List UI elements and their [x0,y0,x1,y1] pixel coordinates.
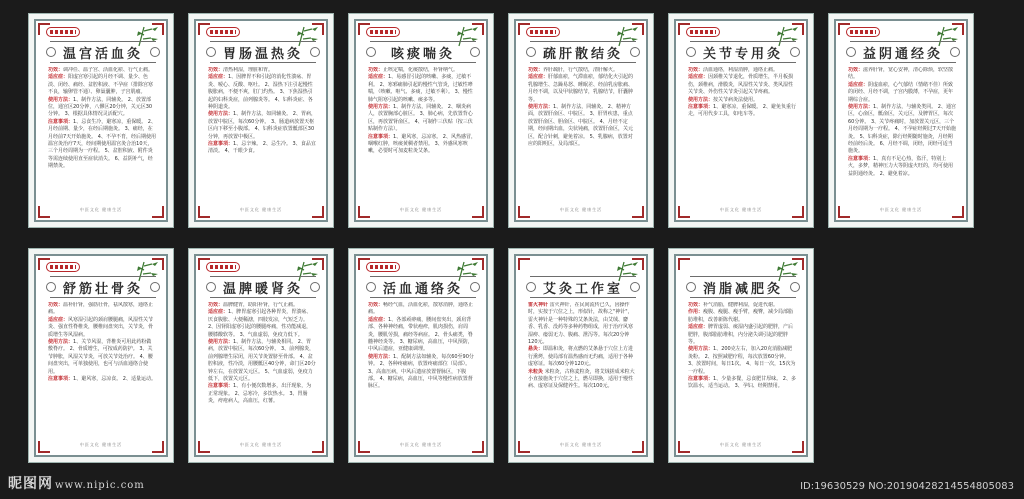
section-heading: 适应症： [48,74,69,81]
section-heading: 使用方法： [368,104,394,111]
poster-content [688,302,796,435]
poster-footer: 中医文化 健康生活 [79,207,123,212]
section-text: 阳虚宫寒引起的月经不调、量少、色淡、闭经、痛经、盆腔积液、不孕症（排除宫寒不良，输卵管不通）、卵巢囊肿，子宫肌瘤。 [48,74,154,96]
seal-logo-icon [206,262,240,272]
seal-logo-icon [206,27,240,37]
poster-content [688,67,796,200]
poster-board [668,248,814,463]
section-text: 按关节病灸法使用。 [713,96,759,103]
section-text: 1、制作方法，同辅灸。 2、咽炎病人，放置胸部心脏区。 3、肺心病，先放置背心区，再放置肾俞区。 4、可制作三伏贴（按三伏贴制作方法）。 [368,104,473,133]
poster-frame [354,254,488,457]
section-heading: 适应症： [848,81,869,88]
poster-title: 益阴通经灸 [862,46,943,62]
poster-board [188,13,334,228]
section-text: 阴虚血瘀，心气郁结（情绪不佳）所致的闭经、月经不调，子宫内膜薄，不孕症，更年期综合症。 [848,81,954,103]
section-text: 1、脾胃虚寒引起各种胃炎，胃溃疡、厌食腹胀、大便稀溏，四肢发凉，气短乏力。 2、因肾阳虚寒引起的腰腿疼痛，性功能减退，腰膝酸软等。 3、气血虚弱，免疫力低下。 [208,309,312,338]
poster-content [528,67,636,200]
section-heading: 适应症： [368,74,389,81]
seal-logo-icon [46,27,80,37]
poster-content [368,302,476,435]
section-heading: 适应症： [368,316,389,323]
section-heading: 功效： [48,302,64,308]
title-band [50,41,156,63]
poster-frame [514,254,648,457]
section-heading: 功效： [208,302,224,308]
poster-title: 活血通络灸 [382,281,463,297]
poster-title: 消脂减肥灸 [702,281,783,297]
section-heading: 功效： [688,67,704,73]
section-text: 1、制作方法，同辅灸。 2、放置部位，通宫区20分钟，八髎区20分钟，关元区30分钟。 3、根据具体情况灵活配穴。 [48,96,153,118]
section-heading: 注意事项： [48,118,74,125]
title-band [690,41,796,63]
poster-footer: 中医文化 健康生活 [399,207,443,212]
poster-title: 艾灸工作室 [542,281,623,297]
section-heading: 功效： [688,302,704,308]
section-text: 1、制作方法，如同辅灸。 2、胃病，放置中脘区，每次60分钟。 3、肠道病放置天枢区向下移至小腹部。 4、妇科炎症放置骶部区30分钟，再放置中极区。 [208,111,316,140]
section-text: 温补肝肾，强筋壮骨，祛风散寒，通络止痛。 [48,302,154,316]
section-text: 1、因脾胃不和引起的消化性溃疡、胃炎、嗳心、反酸、呕吐。 2、湿热下注引起慢性腹胀病，不便不爽，肛门灼热。 3、下焦湿热引起的妇科炎症，前列腺炎等。 4、妇科炎症、各种阴道炎。 [208,74,313,111]
section-text: 活血通络，利湿消肿，通络止痛。 [703,67,779,73]
section-heading: 适应症： [688,74,709,81]
section-heading: 注意事项： [688,104,714,111]
section-heading: 功效： [48,67,64,73]
poster-content [528,302,636,435]
poster-board [188,248,334,463]
section-text: 1、各部顽痹痛，腰间盘突出，颈肩背部、各种神经痛，带状疱疹，肌肉损伤，肩周炎，腰肌劳损，痛经等病症。 2、骨头痛类，脊髓神经炎等。 3、糖尿病，高血压，中风预防，中风后遗症，亚健康调理。 [368,316,473,353]
section-heading: 作用： [688,309,704,316]
section-text: 因颈椎关节退化，骨质增生，半月板损伤，颈椎病，滑膜炎，风湿性关节炎、类风湿性关节炎、外伤性关节炎引起关节疼痛。 [688,74,794,96]
section-text: 1、有小便次数增多，出汗现象，为正常现象。 2、忌寒冷，多饮热水。 3、胃肠炎，痔疮病人，高血压，红薯。 [208,383,312,405]
poster-content [208,67,316,200]
poster-footer: 中医文化 健康生活 [879,207,923,212]
section-heading: 适应症： [528,74,549,81]
section-heading: 使用方法： [48,339,74,346]
seal-logo-icon [526,27,560,37]
section-heading: 注意事项： [368,133,394,140]
section-heading: 注意事项： [208,141,234,148]
section-heading: 悬灸： [528,346,544,353]
section-text: 1、关节风湿，背椎炎可用此药粉做敷脊疗。 2、骨质增生，可按成药防护。 3、关节肿胀，风湿关节炎，可放关节处治疗。 4、腰间盘突出，可单独使用，也可与活血通络合使用。 [48,339,153,375]
section-text: 温脾健胃，助阳补肾，行气止痛。 [223,302,299,308]
poster-frame [354,19,488,222]
poster-title: 咳痰喘灸 [390,46,455,62]
title-band [850,41,956,63]
section-heading: 使用方法： [848,104,874,111]
poster-content [848,67,956,200]
poster-content [48,302,156,435]
section-heading: 注意事项： [48,376,74,383]
seal-logo-icon [686,27,720,37]
poster-frame [674,19,808,222]
poster-board [28,248,174,463]
section-text: 1、少量多餐，忌食肥甘厚味。 2、多饮温水，适当运动。 3、孕妇、经期禁用。 [688,376,796,390]
section-heading: 注意事项： [208,383,234,390]
section-text: 清热利湿，理脏和胃。 [223,67,274,73]
title-band [50,276,156,298]
section-text: 瘦腹、瘦腿、瘦手臂，瘦臀，减少局部脂肪堆积，改善新陈代谢。 [688,309,794,323]
poster-frame [674,254,808,457]
section-text: 1、忌辛辣。 2、忌生冷。 3、食品宜清淡。 4、干眼少食。 [208,141,316,155]
poster-frame [194,254,328,457]
poster-footer: 中医文化 健康生活 [559,207,603,212]
poster-board [668,13,814,228]
poster-board [508,13,654,228]
section-text: 1、避寒凉，重保暖。 2、避免负重行走，可用代步工具，如电车等。 [688,104,796,118]
watermark-logo [8,473,145,493]
title-band [210,276,316,298]
poster-frame [834,19,968,222]
section-text: 米粒灸，古称麦粒灸，将艾绒搓成米粒大小直接施灸于穴位之上，燃尽即换，适用于慢性病、虚寒证及保健养生。每次100元。 [528,368,635,390]
section-text: 肝郁血瘀，气滞血瘀，郁结化火引起的乳腺增生、急躁易怒、睡眠差、经前乳房胀痛、月经不调，以及甲状腺结节，乳腺结节，肝囊肿等。 [528,74,634,103]
poster-board [28,13,174,228]
section-heading: 功效： [368,67,384,73]
poster-board [508,248,654,463]
poster-board [828,13,974,228]
poster-title: 疏肝散结灸 [542,46,623,62]
section-text: 脾胃虚弱、痰湿内盛引起的肥胖，产后肥胖，腹部脂肪堆积，内分泌失调引起的肥胖等。 [688,324,794,346]
title-band [370,276,476,298]
section-heading: 注意事项： [688,376,714,383]
poster-board [348,13,494,228]
section-heading: 米粒灸 [528,368,544,375]
section-text: 1、制作方法，与辅灸相同。 2、胃病，放置中脘区，每次60分钟。 3、前列腺炎，前列腺增生尿闭，用关节灸置脐至骨部。 4、盆腔积液，性冷淡，用腰骶区40分钟，命门区20分钟左右，在放置关元区。 5、气血虚弱，免疫力低下，放置关元区。 [208,339,316,383]
poster-footer: 中医文化 健康生活 [559,442,603,447]
section-text: 调冲任、温子宫、活血化瘀、行气止痛。 [63,67,154,73]
section-heading: 使用方法： [688,346,714,353]
poster-board [348,248,494,463]
section-text: 1、避风寒，忌凉寒。 2、风热感冒，咽喉红肿，咳痰黄稠者禁用。 3、外感风寒咳嗽，必要时可加麦粒灸艾条。 [368,133,476,155]
section-text: 风寒湿引起的颈肩腰腿痛，风湿性关节炎、强直性脊椎炎，腰椎间盘突出，关节炎，骨质增生等风湿病。 [48,316,154,338]
poster-frame [514,19,648,222]
poster-title: 舒筋壮骨灸 [62,281,143,297]
title-band [530,276,636,298]
poster-content [368,67,476,200]
watermark-url: www.nipic.com [55,480,145,491]
section-text: 1、避风寒，忌凉食。 2、适量运动。 [73,376,156,383]
section-heading: 使用方法： [208,111,234,118]
poster-title: 温脾暖肾灸 [222,281,303,297]
seal-logo-icon [46,262,80,272]
poster-content [208,302,316,435]
poster-footer: 中医文化 健康生活 [399,442,443,447]
section-text: 1、200克左右，加入20克消脂减肥灸粉。 2、按照减肥疗程，每次放置60分钟。 3、放置时间，每日1次。 4、每日一次，15次为一疗程。 [688,346,796,375]
section-heading: 注意事项： [848,155,874,162]
poster-footer: 中医文化 健康生活 [79,442,123,447]
section-heading: 适应症： [48,316,69,323]
section-text: 雷火神针，在民间流传已久，因操作时，实按于穴位之上，形似针，故称之"神针"，雷火神针是一种特殊的艾条灸法，由艾绒、麝香、乳香、没药等多种药物组成，用于治疗风寒湿痹、痿弱无力、腹痛、泄泻等。每次20分钟120元。 [528,302,634,346]
section-heading: 使用方法： [368,353,394,360]
section-text: 1、制作方法，与辅灸类同。 2、通宫区，心俞区，骶俞区，关元区，及脾胃区，每次60分钟。 3、关节疼痛时，加放置关元区，三个月经周期为一疗程。 4、不孕症经期过7天开始施灸。 5、妇科炎症，除行经期随时施灸，月经期经前经后灸。 6、月经不调，闭经，闭经可适当施灸。 [848,104,956,155]
section-heading: 使用方法： [208,339,234,346]
corner-ornament [518,258,530,270]
poster-footer: 中医文化 健康生活 [719,207,763,212]
section-text: 1、配制方法如辅灸，每次60至90分钟。 2、各种疼痛病，放置疼痛部位（局部）。 3、高血压病，中风后遗症放置督脉区，下腹部。 4、糖尿病，高血压，中风等慢性病放置督脉区。 [368,353,474,390]
seal-logo-icon [366,27,400,37]
poster-content [48,67,156,200]
seal-logo-icon [366,262,400,272]
corner-ornament [678,258,690,270]
poster-title: 胃肠温热灸 [222,46,303,62]
section-text: 滋养肝肾，宽心安神，清心除烦，软坚散结。 [848,67,954,81]
poster-footer: 中医文化 健康生活 [239,207,283,212]
section-heading: 适应症： [688,324,709,331]
poster-frame [34,19,168,222]
section-text: 1、易感冒引起的咳嗽、多痰，过敏不利。 2、寒邪痛肺引起的慢性气管炎，过敏性哮喘，（咳嗽、呕气、多痰，过敏不利）。 3、慢性肺气阻寒引起的咳嗽、痰多等。 [368,74,473,103]
poster-footer: 中医文化 健康生活 [239,442,283,447]
section-text: 畅经气血，活血化瘀，散寒消肿，通络止痛。 [368,302,474,316]
section-text: 1、忌食生冷，避寒凉，重保暖。 2、月经前期、量少，在经后期施灸。 3、痛经，在月经前7天开始施灸。 4、不孕不育，经后期使用温宫灸治疗7天，经间期使用温宫灸合治10天，三个月经周期为一疗程。 5、盆腔积液、附件炎等需连续使用直至症状消失。 6、益阴补气，经期禁灸。 [48,118,156,170]
title-band [370,41,476,63]
section-text: 养肝疏肝，行气散结，清肝解火。 [543,67,619,73]
section-text: 止咳定喘，化痰散结，补肾纳气。 [383,67,459,73]
title-band [690,276,796,298]
section-text: 1、制作方法，同辅灸。 2、精神方面，放置肝俞区、中脘区。 3、肝胃疾患，重点放置肝俞区、胆俞区、中脘区。 4、月经不定期，经间期出血，尖状钝痛，放置肝俞区，关元区，配合针刺，避免着凉。 5、乳腺病，放置对应的阳明区，及局部区。 [528,104,634,148]
watermark-brand: 昵图网 [8,476,53,492]
section-text: 1、真有不足心热，盗汗，特别上火，多梦，精神压力大等阴虚火旺的，均可使用益阴通经灸。 2、避免着凉。 [848,155,954,177]
title-band [210,41,316,63]
poster-frame [194,19,328,222]
section-heading: 功效： [528,67,544,73]
section-text: 补气消脂，健脾利湿，促进代谢。 [703,302,779,308]
section-heading: 使用方法： [528,104,554,111]
title-band [530,41,636,63]
poster-title: 关节专用灸 [702,46,783,62]
image-id-label: ID:19630529 NO:20190428214554805083 [800,481,1014,492]
section-heading: 雷火神针 [528,302,549,308]
section-heading: 使用方法： [48,96,74,103]
poster-title: 温宫活血灸 [62,46,143,62]
section-heading: 功效： [208,67,224,73]
section-heading: 适应症： [208,74,229,81]
poster-frame [34,254,168,457]
poster-footer: 中医文化 健康生活 [719,442,763,447]
section-heading: 功效： [368,302,384,308]
section-heading: 适应症： [208,309,229,316]
section-heading: 功效： [848,67,864,73]
section-text: 即温和灸，将点燃的艾条悬于穴位上方进行熏烤，使局部有温热感而无灼痛，适用于各种虚寒证。每次60分钟120元。 [528,346,634,368]
seal-logo-icon [846,27,880,37]
section-heading: 使用方法： [688,96,714,103]
